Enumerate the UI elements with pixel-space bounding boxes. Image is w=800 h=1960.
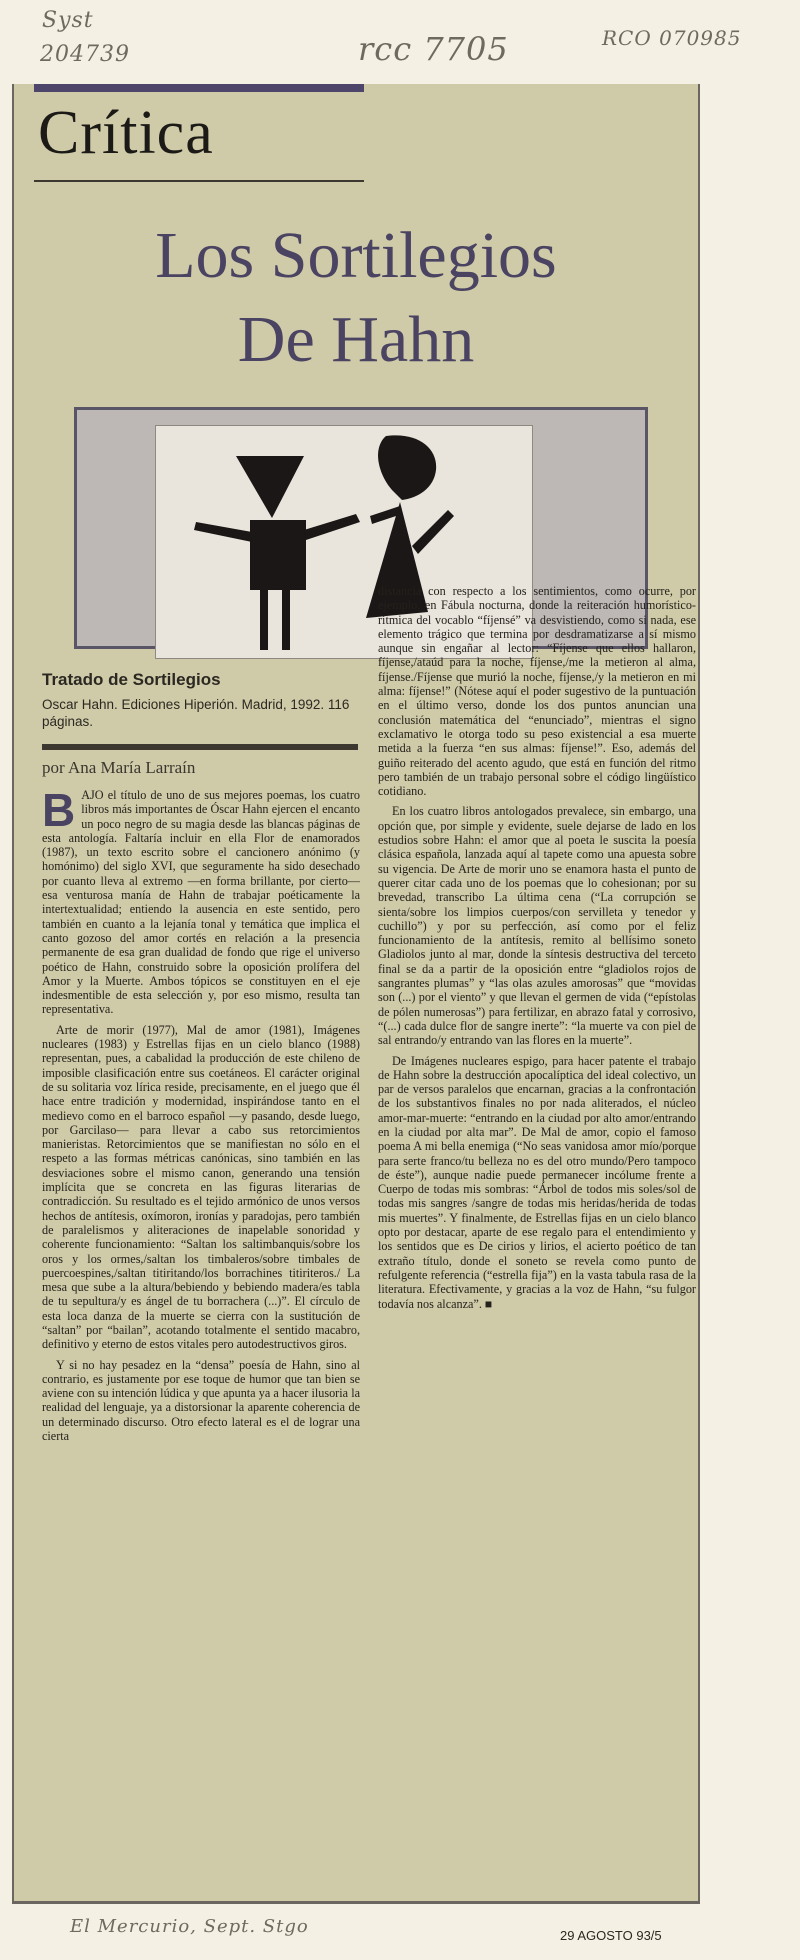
publication-date: 29 AGOSTO 93/5	[560, 1928, 662, 1943]
article-paragraph-text: AJO el título de uno de sus mejores poemas, los cuatro libros más importantes de Óscar Hahn ejercen el encanto un poco negro de su magia desde las blancas páginas de esta antología. Faltaría incluir en ella Flor de enamorados (1987), un texto escrito sobre el cancionero anónimo (y homónimo) del siglo XVI, que seguramente ha sido desechado por cuanto lleva al extremo —en forma brillante, por cierto— esa venturosa manía de Hahn de trabajar poéticamente la intertextualidad; entiendo la ausencia en este sentido, pero también en cuanto a la lejanía tonal y temática que implica el canto gozoso del amor cortés en relación a la presencia permanente de esa gran dualidad de fondo que rige el universo poético de Hahn, construido sobre la oposición prolífera del Amor y la Muerte. Ambos tópicos se constituyen en el eje indesmentible de esta selección y, por eso mismo, resulta tan representativa.	[42, 788, 360, 1017]
article-paragraph: En los cuatro libros antologados prevalece, sin embargo, una opción que, por simple y evidente, suele dejarse de lado en los estudios sobre Hahn: el amor que al poeta le suscita la poesía clásica española, lanzada aquí al tapete como una apuesta sobre su vigencia. De Arte de morir uno se enamora hasta el punto de querer citar cada uno de los poemas que lo cohesionan; por su brevedad, transcribo La última cena (“La corrupción se sienta/sobre los limpios cuerpos/con servilleta y tenedor y cuchillo”) y por su perfección, así como por el feliz funcionamiento de la antítesis, remito al bellísimo soneto Gladiolos junto al mar, donde la síntesis destructiva del terceto final se da a partir de la oposición entre “gladiolos rojos de sangrantes plumas” y “las olas azules amorosas” que “movidas son (...) por el viento” y que llevan el germen de vida (“epístolas de pólen numerosas”) para fertilizar, en abrazo fatal y corrosivo, “(...) cada dulce flor de sangre inerte”: “la muerte va con piel de sal entrando/y entrando van las flores en la muerte”.	[378, 804, 696, 1048]
article-title-line1: Los Sortilegios	[155, 219, 557, 292]
book-info: Oscar Hahn. Ediciones Hiperión. Madrid, 1992. 116 páginas.	[42, 697, 350, 729]
handwritten-note-rco: RCO 070985	[602, 26, 742, 50]
section-rule	[34, 180, 364, 182]
section-top-bar	[34, 84, 364, 92]
article-column-2	[378, 584, 696, 1317]
handwritten-note-number: 204739	[40, 42, 130, 67]
book-title: Tratado de Sortilegios	[42, 670, 221, 689]
handwritten-note-source: El Mercurio, Sept. Stgo	[70, 1916, 309, 1937]
article-paragraph: De Imágenes nucleares espigo, para hacer patente el trabajo de Hahn sobre la destrucción apocalíptica del ideal colectivo, un par de versos paralelos que encarnan, gracias a la confrontación de los substantivos finales no por nada aliterados, el núcleo amor-mar-muerte: “entrando en la ciudad por alto amor/entrando en la ciudad por alta mar”. De Mal de amor, copio el famoso poema A mi bella enemiga (“No seas vanidosa amor mío/porque para serte franco/tu belleza no es del otro mundo/Pero tampoco de éste”), aunque nadie puede permanecer incólume frente a Cuerpo de todas mis sombras: “Árbol de todos mis soles/sol de todas mis sangres /sangre de todas mis heridas/herida de todas mis muertes”. Y finalmente, de Estrellas fijas en un cielo blanco opto por destacar, aparte de ese regalo para el entendimiento y los sentidos que es De cirios y lirios, el acierto poético de tan extraño título, donde el soneto se revela como punto de refulgente referencia (“estrella fija”) en la vasta tabula rasa de la literatura. Efectivamente, y gracias a la voz de Hahn, “su fulgor todavía nos alcanza”. ■	[378, 1053, 696, 1311]
byline-rule	[42, 744, 358, 750]
male-figure-left-leg	[260, 590, 268, 650]
article-paragraph: Arte de morir (1977), Mal de amor (1981), Imágenes nucleares (1983) y Estrellas fijas en un cielo blanco (1988) representan, pues, a cabalidad la producción de este chileno de imposible clasificación entre sus coetáneos. El carácter original de su solitaria voz lírica reside, precisamente, en el juego que él hace entre tradición y modernidad, inspirándose tanto en el medievo como en el barroco español —y pasando, desde luego, por Garcilaso— para llevar a cabo sus retorcimientos manieristas. Retorcimientos que se manifiestan no sólo en el respeto a las formas métricas canónicas, sino también en las desviaciones sobre el mismo canon, generando una tensión implícita que se concreta en las figuras literarias de contradicción. Su resultado es el tejido armónico de unos versos hechos de antítesis, oxímoron, ironías y paradojas, pero también de paralelismos y aliteraciones de inapelable sonoridad y coherente funcionamiento: “Saltan los saltimbanquis/sobre los oros y los ormes,/saltan los timbaleros/sobre timbales de puercoespines,/saltan titiritando/los borrachines titiriteros./ La mesa que sube a la altura/bebiendo y bebiendo madera/es tabla de tu sepultura/y es ángel de tu borrachera (...)”. El círculo de esta loca danza de la muerte se cierra con la sustitución de “saltan” por “bailan”, acotando totalmente el sentido macabro, definitivo y eterno de estos vitales pero autodestructivos giros.	[42, 1022, 360, 1352]
article-paragraph: distancia con respecto a los sentimientos, como ocurre, por ejemplo, en Fábula nocturna, donde la reiteración humorístico-rítmica del vocablo “fíjensé” va desvistiendo, como si nada, ese elemento trágico que termina por desdramatizarse a sí mismo aunque sin engañar al lector: “Fíjense que ellos hallaron, fíjense,/ataúd para la noche, fíjense,/me la metieron al alma, fíjense./Fíjense que murió la noche, fíjense,/y la metieron en mi alma: fíjense!” (Nótese aquí el poder sugestivo de la puntuación en el último verso, donde los dos puntos anuncian una conclusión matemática del “enunciado”, mientras el signo exclamativo le otorga todo su peso existencial a esa muerte metida a la fuerza “en sus almas: fíjense!”. Eso, además del guiño reiterado del acento agudo, que está en función del ritmo pero también de un trabajo personal sobre el código lingüístico cotidiano.	[378, 584, 696, 799]
female-figure-head	[378, 435, 436, 500]
male-figure-head	[236, 456, 304, 518]
female-figure-raised-arm	[412, 510, 454, 554]
article-paragraph	[42, 784, 360, 1017]
section-heading: Crítica	[38, 99, 214, 167]
male-figure-right-leg	[282, 590, 290, 650]
male-figure-right-arm	[304, 514, 360, 540]
article-column-1	[42, 784, 360, 1449]
male-figure-left-arm	[194, 522, 252, 542]
article-paragraph: Y si no hay pesadez en la “densa” poesía de Hahn, sino al contrario, es justamente por ese toque de humor que tan bien se aviene con su intención lúdica y que apunta ya a hacer ilusoria la realidad del lenguaje, ya a distorsionar la aparente coherencia de un determinado discurso. Otro efecto lateral es el de lograr una cierta	[42, 1357, 360, 1444]
drop-cap: B	[42, 784, 76, 836]
article-title	[14, 214, 698, 382]
newspaper-clipping	[12, 84, 700, 1904]
male-figure-body	[250, 520, 306, 590]
byline: por Ana María Larraín	[42, 758, 196, 777]
article-title-line2: De Hahn	[237, 303, 475, 376]
handwritten-note-rcc: rcc 7705	[358, 30, 509, 68]
handwritten-note-syst: Syst	[42, 8, 94, 33]
